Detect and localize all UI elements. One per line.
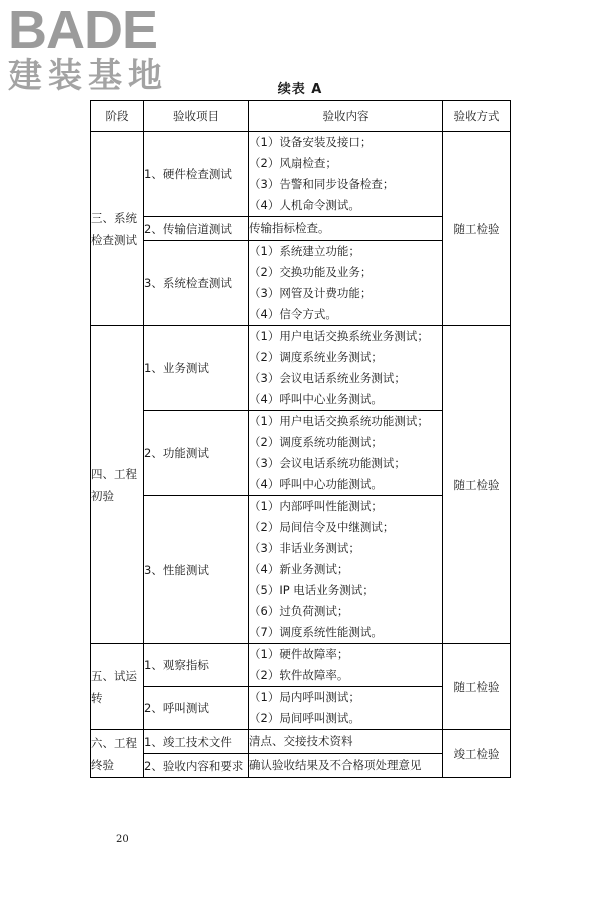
item-cell: 1、业务测试	[144, 326, 249, 411]
content-line: 传输指标检查。	[249, 221, 330, 235]
content-line: （1）用户电话交换系统业务测试；	[249, 329, 429, 343]
content-line: （3）非话业务测试；	[249, 541, 360, 555]
table-row	[91, 132, 511, 217]
item-cell: 1、竣工技术文件	[144, 730, 249, 754]
content-line: （3）会议电话系统功能测试；	[249, 456, 406, 470]
header-method: 验收方式	[443, 101, 511, 132]
content-cell	[249, 132, 443, 217]
table-header-row	[91, 101, 511, 132]
method-cell: 随工检验	[443, 644, 511, 730]
content-line: （2）交换功能及业务；	[249, 265, 372, 279]
content-line: （2）调度系统业务测试；	[249, 350, 383, 364]
content-line: 确认验收结果及不合格项处理意见	[249, 758, 422, 772]
header-item: 验收项目	[144, 101, 249, 132]
table-row	[91, 730, 511, 754]
content-line: （7）调度系统性能测试。	[249, 625, 383, 639]
content-line: （2）局间呼叫测试。	[249, 711, 360, 725]
table-row	[91, 326, 511, 411]
content-line: （4）呼叫中心业务测试。	[249, 392, 383, 406]
content-line: （1）用户电话交换系统功能测试；	[249, 414, 429, 428]
stage-cell: 三、系统检查测试	[91, 132, 144, 326]
content-line: （2）软件故障率。	[249, 668, 349, 682]
logo-subtitle: 建装基地	[8, 56, 168, 96]
content-line: （1）局内呼叫测试；	[249, 690, 360, 704]
content-line: （3）会议电话系统业务测试；	[249, 371, 406, 385]
content-cell	[249, 644, 443, 687]
stage-cell: 五、试运转	[91, 644, 144, 730]
content-line: （3）网管及计费功能；	[249, 286, 372, 300]
content-cell	[249, 496, 443, 644]
content-line: （2）局间信令及中继测试；	[249, 520, 395, 534]
content-line: （2）风扇检查；	[249, 156, 337, 170]
content-line: （1）设备安装及接口；	[249, 135, 372, 149]
content-cell	[249, 326, 443, 411]
table-body	[91, 132, 511, 778]
item-cell: 2、传输信道测试	[144, 217, 249, 241]
item-cell: 2、验收内容和要求	[144, 754, 249, 778]
item-cell: 2、功能测试	[144, 411, 249, 496]
item-cell: 1、硬件检查测试	[144, 132, 249, 217]
table-title: 续表 A	[277, 82, 323, 97]
stage-cell: 四、工程初验	[91, 326, 144, 644]
item-cell: 1、观察指标	[144, 644, 249, 687]
content-cell	[249, 241, 443, 326]
content-cell	[249, 411, 443, 496]
content-line: （6）过负荷测试；	[249, 604, 349, 618]
content-line: （4）信令方式。	[249, 307, 337, 321]
stage-cell: 六、工程终验	[91, 730, 144, 778]
table-row	[91, 644, 511, 687]
content-line: （2）调度系统功能测试；	[249, 435, 383, 449]
header-content: 验收内容	[249, 101, 443, 132]
content-line: （3）告警和同步设备检查；	[249, 177, 395, 191]
content-line: （4）人机命令测试。	[249, 198, 360, 212]
item-cell: 3、系统检查测试	[144, 241, 249, 326]
method-cell: 随工检验	[443, 326, 511, 644]
item-cell: 3、性能测试	[144, 496, 249, 644]
item-cell: 2、呼叫测试	[144, 687, 249, 730]
content-line: （1）硬件故障率；	[249, 647, 349, 661]
content-cell	[249, 730, 443, 754]
content-line: （4）新业务测试；	[249, 562, 349, 576]
method-cell: 随工检验	[443, 132, 511, 326]
content-line: （1）系统建立功能；	[249, 244, 360, 258]
content-cell	[249, 754, 443, 778]
content-cell	[249, 217, 443, 241]
content-cell	[249, 687, 443, 730]
content-line: 清点、交接技术资料	[249, 734, 353, 748]
acceptance-table	[90, 100, 511, 778]
content-line: （1）内部呼叫性能测试；	[249, 499, 383, 513]
content-line: （5）IP 电话业务测试；	[249, 583, 374, 597]
logo-wordmark: BADE	[8, 0, 158, 60]
content-line: （4）呼叫中心功能测试。	[249, 477, 383, 491]
header-stage: 阶段	[91, 101, 144, 132]
method-cell: 竣工检验	[443, 730, 511, 778]
page-number: 20	[116, 834, 129, 845]
